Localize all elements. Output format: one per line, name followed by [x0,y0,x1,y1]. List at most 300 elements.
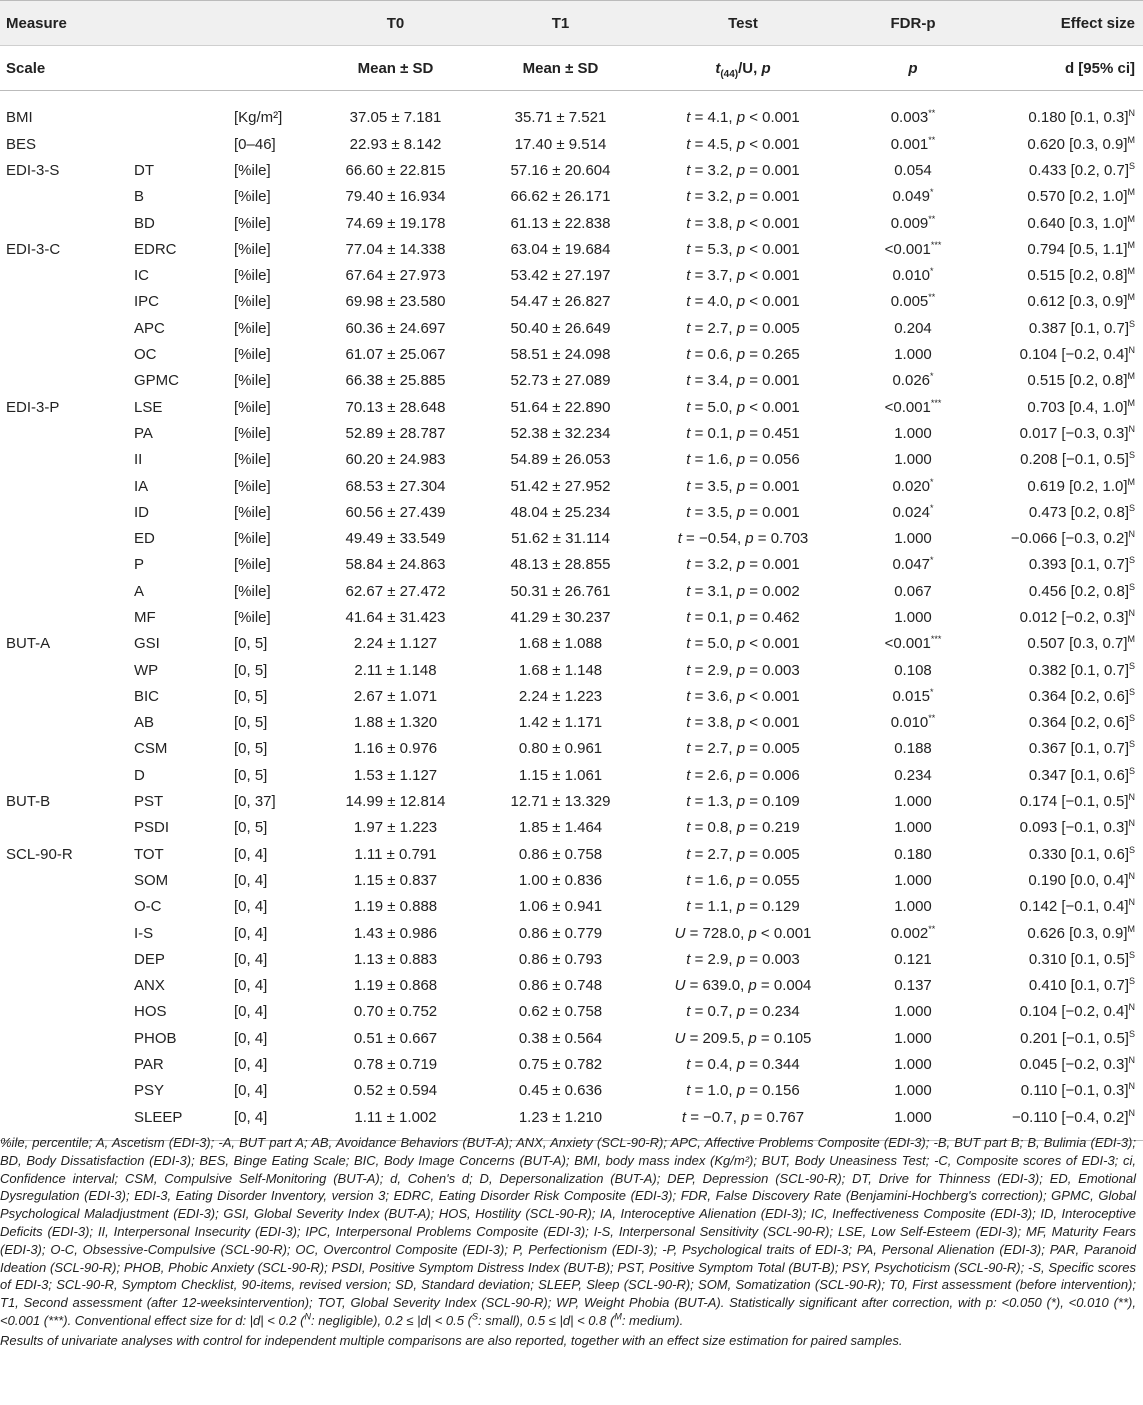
cell-scale: BD [134,214,155,232]
test-stat-value: = 1.6, [690,451,737,469]
cell-t1: 0.86 ± 0.758 [518,845,603,863]
table-row [0,289,1143,315]
effect-magnitude: S [1128,450,1135,461]
test-stat-value: = 1.1, [690,898,737,916]
cell-t1: 52.38 ± 32.234 [510,424,611,442]
fdr-value: 0.137 [894,977,932,995]
fdr-value: 0.067 [894,582,932,600]
effect-magnitude: N [1128,1081,1135,1092]
cell-unit: [0, 4] [234,1003,268,1021]
cell-test [643,683,843,709]
cell-fdr [843,210,983,236]
cell-t1: 54.89 ± 26.053 [510,451,611,469]
cell-effect [983,420,1143,446]
cell-measure: BMI [6,108,33,126]
cell-measure [0,499,128,525]
test-p-symbol: p [736,503,746,521]
cell-fdr [843,368,983,394]
test-p-value: = 0.703 [757,530,809,548]
test-p-value: < 0.001 [749,635,800,653]
cell-fdr [843,499,983,525]
cell-measure [0,973,128,999]
table-row [0,368,1143,394]
cell-fdr [843,999,983,1025]
test-p-value: < 0.001 [749,214,800,232]
header-test-p: p [761,59,771,77]
effect-magnitude: M [1127,476,1135,487]
cell-scale [128,91,228,132]
cell-effect [983,1051,1143,1077]
test-stat-symbol: t [686,424,691,442]
cell-fdr [843,289,983,315]
cell-effect [983,657,1143,683]
test-p-value: = 0.265 [749,346,800,364]
cell-unit: [0, 4] [228,1104,313,1141]
cell-unit: [0, 5] [234,635,268,653]
cell-scale: P [134,556,145,574]
test-stat-value: = 2.9, [690,661,737,679]
header-fdr-p: p [908,59,918,77]
cell-effect [983,315,1143,341]
header-test: Test [643,1,843,46]
table-row [0,525,1143,551]
cell-t1: 0.38 ± 0.564 [518,1029,603,1047]
cell-test [643,157,843,183]
test-p-symbol: p [736,161,746,179]
cell-unit: [%ile] [234,530,271,548]
cell-t0: 2.11 ± 1.148 [354,661,437,679]
cell-unit: [0, 5] [234,819,268,837]
test-p-symbol: p [736,424,746,442]
test-stat-symbol: t [686,1003,691,1021]
effect-value: 0.612 [0.3, 0.9] [1027,293,1128,311]
cell-effect [983,236,1143,262]
test-p-symbol: p [736,714,746,732]
test-stat-symbol: t [686,898,691,916]
cell-scale: PAR [134,1056,164,1074]
cell-test [643,920,843,946]
cell-test [643,525,843,551]
cell-t0: 62.67 ± 27.472 [345,582,446,600]
cell-unit: [%ile] [234,346,271,364]
fdr-value: 0.020 [892,477,931,495]
test-p-value: = 0.451 [749,424,800,442]
cell-fdr [843,1025,983,1051]
cell-test [643,867,843,893]
test-p-symbol: p [736,608,746,626]
test-p-value: = 0.001 [749,161,800,179]
abbrev-text-c: : small), 0.5 ≤ |d| < 0.8 ( [477,1312,615,1328]
test-stat-value: = 3.5, [690,477,737,495]
abbrev-text-b: : negligible), 0.2 ≤ |d| < 0.5 ( [310,1312,472,1328]
cell-t1: 2.24 ± 1.223 [518,687,603,705]
cell-scale: LSE [134,398,163,416]
cell-unit: [0, 4] [234,845,268,863]
cell-effect [983,131,1143,157]
cell-fdr [843,867,983,893]
test-p-value: = 0.005 [749,740,800,758]
cell-t0: 49.49 ± 33.549 [345,530,446,548]
fdr-value: 0.108 [894,661,932,679]
cell-effect [983,184,1143,210]
test-p-symbol: p [736,687,746,705]
fdr-stars: *** [930,397,942,408]
effect-magnitude: S [1128,686,1135,697]
effect-value: 0.093 [−0.1, 0.3] [1019,819,1129,837]
cell-unit: [%ile] [234,214,271,232]
fdr-value: 1.000 [894,793,932,811]
effect-magnitude: N [1128,107,1135,118]
cell-measure [0,736,128,762]
abbrev-text-a: %ile, percentile; A, Ascetism (EDI-3); -A, BUT part A; AB, Avoidance Behaviors (BUT-A); ANX, Anxiety (SCL-90-R); APC, Affective Problems Composite (EDI-3); -B, BUT part B; B, Bulimia (EDI-3); BD, Body Dissatisfaction (EDI-3); BES, Binge Eating Scale; BIC, Body Image Concerns (BUT-A); BMI, body mass index (Kg/m²); BUT, Body Uneasiness Test; -C, Composite scores of EDI-3; ci, Confidence interval; CSM, Compulsive Self-Monitoring (BUT-A); d, Cohen's d; D, Depersonalization (BUT-A); DEP, Depression (SCL-90-R); DT, Drive for Thinness (EDI-3); ED, Emotional Dysregulation (EDI-3); EDI-3, Eating Disorder Inventory, version 3; EDRC, Eating Disorder Risk Composite (EDI-3); FDR, False Discovery Rate (Benjamini-Hochberg's correction); GPMC, Global Psychological Maladjustment (EDI-3); GSI, Global Severity Index (BUT-A); HOS, Hostility (SCL-90-R); IA, Interoceptive Alienation (EDI-3); IC, Ineffectiveness Composite (EDI-3); ID, Interoceptive Deficits (EDI-3); II, Interpersonal Insecurity (EDI-3); IPC, Interpersonal Problems Composite (EDI-3); I-S, Interpersonal Sensitivity (SCL-90-R); LSE, Low Self-Esteem (EDI-3); MF, Maturity Fears (EDI-3); O-C, Obsessive-Compulsive (SCL-90-R); OC, Overcontrol Composite (EDI-3); P, Perfectionism (EDI-3); -P, Psychological traits of EDI-3; PA, Personal Alienation (EDI-3); PAR, Paranoid Ideation (SCL-90-R); PHOB, Phobic Anxiety (SCL-90-R); PSDI, Positive Symptom Distress Index (BUT-B); PST, Positive Symptom Total (BUT-B); PSY, Psychoticism (SCL-90-R); -S, Specific scores of EDI-3; SCL-90-R, Symptom Checklist, 90-items, revised version; SD, Standard deviation; SLEEP, Sleep (SCL-90-R); SOM, Somatization (SCL-90-R); T0, First assessment (before intervention); T1, Second assessment (after 12-weeksintervention); TOT, Global Severity Index (SCL-90-R); WP, Weight Phobia (BUT-A). Statistically significant after correction, with p: <0.050 (*), <0.010 (**), <0.001 (***). Conventional effect size for d: |d| < 0.2 ( [0,1135,1136,1328]
cell-t0: 22.93 ± 8.142 [349,135,442,153]
cell-test [643,894,843,920]
fdr-value: 1.000 [894,530,932,548]
effect-magnitude: S [1128,713,1135,724]
cell-measure [0,525,128,551]
test-p-symbol: p [736,451,746,469]
test-p-value: < 0.001 [749,293,800,311]
cell-scale: EDRC [134,240,177,258]
cell-unit: [%ile] [234,319,271,337]
cell-scale: ANX [134,977,165,995]
cell-test [643,604,843,630]
test-p-value: = 0.156 [749,1082,800,1100]
test-stat-value: = 2.7, [690,740,737,758]
cell-fdr [843,973,983,999]
effect-magnitude: M [1127,266,1135,277]
cell-test [643,210,843,236]
cell-unit: [0, 4] [234,950,268,968]
cell-t0: 60.36 ± 24.697 [345,319,446,337]
test-p-symbol: p [748,1029,757,1047]
test-stat-symbol: t [686,477,691,495]
test-p-symbol: p [736,819,746,837]
cell-unit: [0, 4] [234,924,268,942]
cell-scale: PST [134,793,164,811]
cell-scale: OC [134,346,157,364]
cell-fdr [843,946,983,972]
fdr-value: 0.049 [892,188,931,206]
table-row [0,236,1143,262]
header-test-stat [643,46,843,91]
effect-magnitude: N [1128,1055,1135,1066]
cell-scale: PHOB [134,1029,177,1047]
fdr-stars: * [930,686,934,697]
cell-fdr [843,1078,983,1104]
cell-t0: 1.53 ± 1.127 [353,766,438,784]
effect-magnitude: S [1128,160,1135,171]
test-stat-symbol: t [686,871,691,889]
test-stat-value: = 0.8, [690,819,737,837]
cell-t0: 1.13 ± 0.883 [353,950,438,968]
effect-magnitude: S [1128,660,1135,671]
test-p-value: = 0.006 [749,766,800,784]
fdr-value: 0.204 [894,319,932,337]
header-test-df: (44) [720,68,739,80]
table-row [0,657,1143,683]
fdr-value: 1.000 [894,819,932,837]
cell-fdr [843,578,983,604]
cell-measure [0,262,128,288]
cell-t1: 1.42 ± 1.171 [518,714,603,732]
test-p-symbol: p [736,950,746,968]
cell-fdr [843,341,983,367]
cell-unit: [0, 5] [234,661,268,679]
test-p-value: = 0.462 [749,608,800,626]
cell-fdr [843,262,983,288]
cell-t0: 66.60 ± 22.815 [345,161,446,179]
test-stat-value: = 1.6, [690,871,737,889]
test-stat-symbol: U [674,924,686,942]
cell-t1: 0.45 ± 0.636 [518,1082,603,1100]
cell-t1: 1.85 ± 1.464 [518,819,603,837]
test-p-value: = 0.105 [760,1029,812,1047]
test-stat-symbol: t [686,766,691,784]
cell-scale: AB [134,714,155,732]
cell-test [643,499,843,525]
cell-t0: 58.84 ± 24.863 [345,556,446,574]
cell-unit: [%ile] [234,608,271,626]
cell-effect [983,262,1143,288]
fdr-value: 0.003 [890,108,929,126]
abbreviations-note [0,1134,1136,1330]
test-stat-value: = 4.0, [690,293,737,311]
cell-measure [0,683,128,709]
cell-test [643,473,843,499]
cell-scale: DT [134,161,154,179]
cell-t1: 1.15 ± 1.061 [518,766,603,784]
test-stat-value: = 3.7, [690,267,737,285]
test-p-symbol: p [736,319,746,337]
test-stat-value: = 728.0, [685,924,749,942]
cell-t0: 0.78 ± 0.719 [353,1056,438,1074]
cell-scale: GSI [134,635,160,653]
cell-unit: [0, 5] [234,687,268,705]
cell-scale: PA [134,424,153,442]
cell-test [643,420,843,446]
test-stat-value: = 3.2, [690,161,737,179]
cell-t0: 60.20 ± 24.983 [345,451,446,469]
effect-magnitude: M [1127,397,1135,408]
effect-magnitude: S [1128,581,1135,592]
cell-t0: 1.11 ± 1.002 [313,1104,478,1141]
table-row [0,1051,1143,1077]
cell-t0: 60.56 ± 27.439 [345,503,446,521]
cell-t1: 50.40 ± 26.649 [510,319,611,337]
header-row-2 [0,46,1143,91]
effect-magnitude: N [1128,529,1135,540]
test-stat-symbol: t [681,1109,687,1127]
cell-measure: SCL-90-R [6,845,73,863]
test-p-symbol: p [736,372,746,390]
cell-test [643,315,843,341]
fdr-value: 1.000 [894,1056,932,1074]
cell-t1: 63.04 ± 19.684 [510,240,611,258]
cell-unit: [%ile] [234,188,271,206]
test-p-symbol: p [741,1109,750,1127]
cell-measure [0,920,128,946]
table-row [0,841,1143,867]
effect-value: 0.620 [0.3, 0.9] [1027,135,1128,153]
effect-magnitude: N [1128,792,1135,803]
cell-scale: IC [134,267,149,285]
cell-test [643,815,843,841]
cell-t0: 1.15 ± 0.837 [353,871,438,889]
cell-scale: MF [134,608,156,626]
cell-effect [983,447,1143,473]
effect-value: 0.410 [0.1, 0.7] [1028,977,1129,995]
effect-value: 0.110 [−0.1, 0.3] [1020,1082,1129,1100]
cell-fdr [843,920,983,946]
cell-test [643,262,843,288]
effect-value: −0.110 [−0.4, 0.2] [1012,1109,1129,1127]
cell-measure [0,447,128,473]
effect-value: 0.208 [−0.1, 0.5] [1020,451,1129,469]
test-p-value: = 0.004 [760,977,812,995]
cell-effect [983,578,1143,604]
table-row [0,262,1143,288]
cell-measure [0,210,128,236]
cell-scale [128,131,228,157]
effect-magnitude: M [1127,292,1135,303]
effect-value: 0.045 [−0.2, 0.3] [1019,1056,1129,1074]
cell-effect [983,999,1143,1025]
effect-magnitude: N [1128,870,1135,881]
test-stat-value: = 3.2, [690,188,737,206]
cell-t0: 68.53 ± 27.304 [345,477,446,495]
fdr-value: 1.000 [894,1003,932,1021]
cell-t0: 70.13 ± 28.648 [345,398,446,416]
test-stat-symbol: t [686,793,691,811]
cell-unit: [%ile] [234,503,271,521]
effect-magnitude: N [1128,818,1135,829]
fdr-stars: * [930,266,934,277]
cell-scale: A [134,582,145,600]
effect-magnitude: S [1128,844,1135,855]
cell-unit: [%ile] [234,161,271,179]
cell-t1: 1.00 ± 0.836 [518,871,603,889]
test-p-symbol: p [745,530,754,548]
effect-magnitude: N [1128,607,1135,618]
cell-test [643,657,843,683]
test-p-symbol: p [736,1056,746,1074]
test-stat-symbol: t [686,135,691,153]
test-stat-value: = −0.54, [681,530,746,548]
header-fdr-stat [843,46,983,91]
cell-scale: APC [134,319,165,337]
table-row [0,999,1143,1025]
test-stat-symbol: t [686,319,691,337]
table-row [0,91,1143,132]
cell-unit: [%ile] [234,398,271,416]
table-row [0,1025,1143,1051]
effect-magnitude: M [1127,213,1135,224]
header-t1: T1 [478,1,643,46]
cell-effect [983,683,1143,709]
effect-magnitude: S [1128,976,1135,987]
table-row [0,1078,1143,1104]
test-p-value: = 0.002 [749,582,800,600]
fdr-value: <0.001 [884,398,931,416]
cell-measure [0,578,128,604]
cell-t0: 1.88 ± 1.320 [353,714,438,732]
cell-t1: 0.86 ± 0.793 [518,950,603,968]
cell-test [643,1025,843,1051]
cell-t1: 0.75 ± 0.782 [518,1056,603,1074]
cell-fdr [843,788,983,814]
cell-t1: 0.86 ± 0.779 [518,924,603,942]
table-row [0,736,1143,762]
fdr-value: 1.000 [894,451,932,469]
effect-value: 0.393 [0.1, 0.7] [1028,556,1129,574]
cell-test [643,552,843,578]
cell-measure [0,315,128,341]
test-stat-symbol: t [686,635,691,653]
cell-scale: D [134,766,145,784]
cell-measure [0,552,128,578]
test-p-symbol: p [736,293,746,311]
table-row [0,341,1143,367]
cell-test [643,341,843,367]
cell-unit: [%ile] [234,293,271,311]
results-note: Results of univariate analyses with control for independent multiple comparisons are also reported, together with an effect size estimation for paired samples. [0,1332,903,1348]
fdr-value: 0.009 [890,214,929,232]
cell-effect [983,91,1143,132]
cell-scale: DEP [134,950,165,968]
test-p-symbol: p [736,346,746,364]
test-stat-value: = 0.1, [690,424,737,442]
cell-scale: II [134,451,143,469]
test-stat-symbol: U [674,977,686,995]
header-scale: Scale [0,46,313,91]
test-p-symbol: p [736,898,746,916]
test-stat-symbol: t [686,740,691,758]
cell-fdr [843,394,983,420]
test-p-value: < 0.001 [749,714,800,732]
cell-measure [0,184,128,210]
cell-effect [983,1078,1143,1104]
test-stat-value: = 3.4, [690,372,737,390]
fdr-stars: * [930,371,934,382]
effect-magnitude: N [1128,423,1135,434]
cell-unit: [0, 37] [234,793,276,811]
effect-magnitude: N [1128,1108,1135,1119]
cell-unit: [%ile] [234,240,271,258]
test-p-symbol: p [736,871,746,889]
test-p-value: = 0.344 [749,1056,800,1074]
test-p-value: < 0.001 [749,240,800,258]
cell-scale: PSY [134,1082,165,1100]
test-p-value: = 0.219 [749,819,800,837]
fdr-value: 1.000 [894,346,932,364]
test-stat-value: = 0.7, [690,1003,737,1021]
cell-effect [983,210,1143,236]
cell-t1: 52.73 ± 27.089 [510,372,611,390]
cell-fdr [843,631,983,657]
effect-magnitude: M [1127,134,1135,145]
cell-t0: 61.07 ± 25.067 [345,346,446,364]
cell-t1: 54.47 ± 26.827 [510,293,611,311]
cell-unit: [0, 4] [234,1029,268,1047]
test-p-symbol: p [736,845,746,863]
effect-magnitude: N [1128,897,1135,908]
cell-t1: 1.06 ± 0.941 [518,898,603,916]
test-stat-symbol: t [686,240,691,258]
test-stat-symbol: t [686,161,691,179]
cell-t0: 66.38 ± 25.885 [345,372,446,390]
cell-effect [983,788,1143,814]
